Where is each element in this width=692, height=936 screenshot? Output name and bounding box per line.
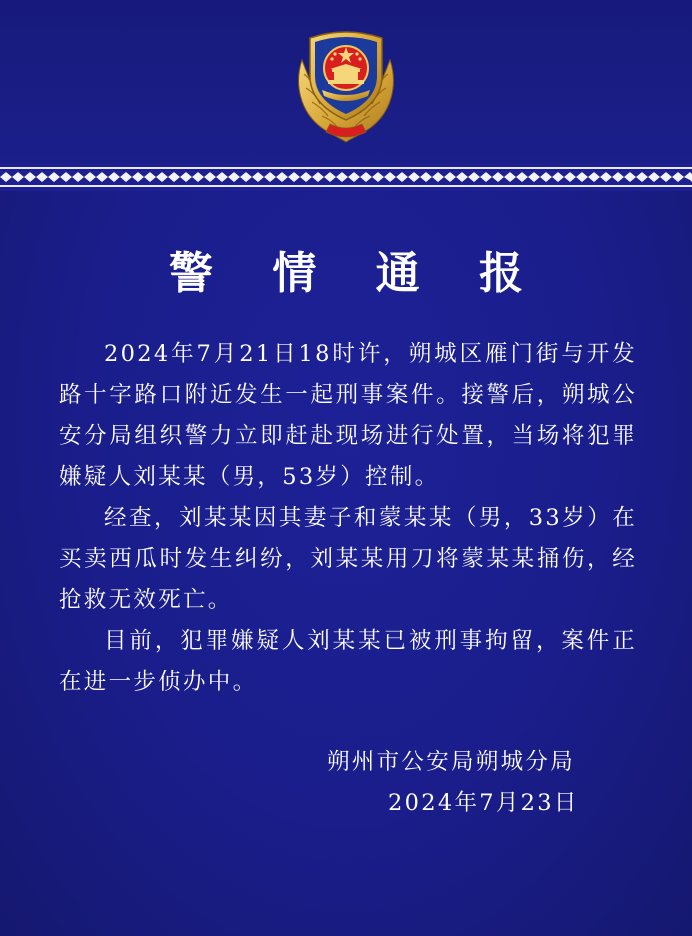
notice-body <box>59 334 637 703</box>
notice-paragraph: 目前，犯罪嫌疑人刘某某已被刑事拘留，案件正在进一步侦办中。 <box>59 628 637 695</box>
police-emblem-icon <box>288 24 404 146</box>
issue-date: 2024年7月23日 <box>388 790 579 816</box>
issuing-organization: 朔州市公安局朔城分局 <box>327 749 576 775</box>
notice-paragraph: 2024年7月21日18时许，朔城区雁门街与开发路十字路口附近发生一起刑事案件。接警后，朔城公安分局组织警力立即赶赴现场进行处置，当场将犯罪嫌疑人刘某某（男，53岁）控制。 <box>59 341 637 490</box>
notice-paragraph: 经查，刘某某因其妻子和蒙某某（男，33岁）在买卖西瓜时发生纠纷，刘某某用刀将蒙某某捅伤，经抢救无效死亡。 <box>59 505 637 613</box>
notice-title: 警 情 通 报 <box>169 248 545 299</box>
notice-signature <box>300 742 636 824</box>
decorative-divider <box>0 163 692 191</box>
